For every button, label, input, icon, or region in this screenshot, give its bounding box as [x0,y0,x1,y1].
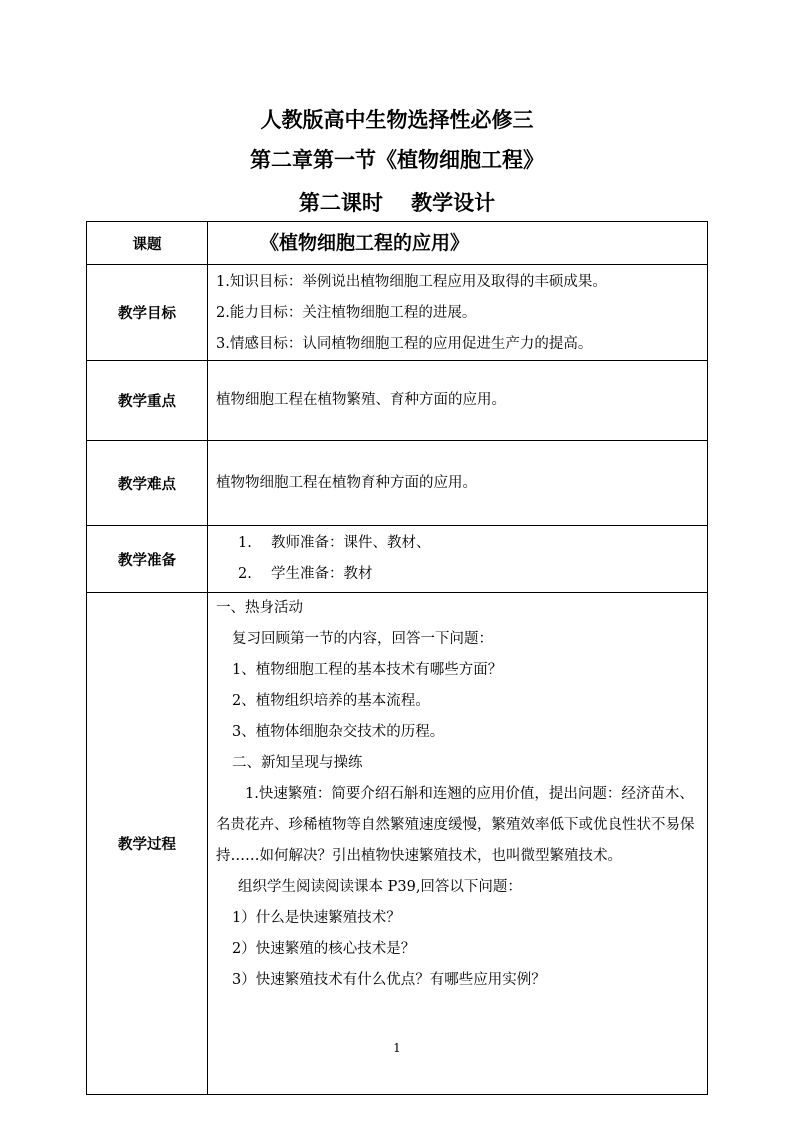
difficulties-row [87,441,708,526]
process-cell [208,593,708,1095]
objective-item: 1.知识目标：举例说出植物细胞工程应用及取得的丰硕成果。 [216,274,607,290]
key-points-value: 植物细胞工程在植物繁殖、育种方面的应用。 [216,392,506,408]
preparation-item [238,559,699,590]
document-title: 人教版高中生物选择性必修三 [260,108,534,132]
preparation-text: 教师准备：课件、教材、 [271,535,431,551]
preparation-label: 教学准备 [87,526,208,593]
preparation-row [87,526,708,593]
process-question: 3、植物体细胞杂交技术的历程。 [232,724,445,740]
process-section-heading: 一、热身活动 [216,600,303,616]
chapter-title: 第二章第一节《植物细胞工程》 [250,148,544,172]
topic-label: 课题 [87,222,208,265]
preparation-text: 学生准备：教材 [271,566,373,582]
difficulties-value: 植物物细胞工程在植物育种方面的应用。 [216,474,477,491]
process-row [87,593,708,1095]
process-question: 3）快速繁殖技术有什么优点？有哪些应用实例？ [232,972,546,988]
objectives-label: 教学目标 [87,265,208,361]
process-question: 1）什么是快速繁殖技术？ [232,910,401,926]
process-section-heading: 二、新知呈现与操练 [232,755,363,771]
key-points-cell [208,361,708,441]
preparation-cell [208,526,708,593]
process-question: 2、植物组织培养的基本流程。 [232,693,430,709]
process-paragraph: 1.快速繁殖：简要介绍石斛和连翘的应用价值，提出问题：经济苗木、名贵花卉、珍稀植物等自然繁殖速度缓慢，繁殖效率低下或优良性状不易保持……如何解决？引出植物快速繁殖技术，也叫微型繁殖技术。 [216,786,695,864]
topic-row [87,222,708,265]
process-line: 组织学生阅读阅读课本 P39,回答以下问题： [238,879,522,895]
topic-value: 《植物细胞工程的应用》 [260,232,470,254]
objective-item: 3.情感目标：认同植物细胞工程的应用促进生产力的提高。 [216,336,593,352]
preparation-number: 1. [238,535,252,551]
preparation-number: 2. [238,566,252,582]
preparation-item [238,528,699,559]
key-points-label: 教学重点 [87,361,208,441]
topic-cell [208,222,708,265]
lesson-plan-table [86,221,708,1095]
lesson-subtitle: 第二课时 教学设计 [298,191,496,215]
difficulties-label: 教学难点 [87,441,208,526]
objectives-row [87,265,708,361]
process-line: 复习回顾第一节的内容，回答一下问题： [232,631,493,647]
process-question: 1、植物细胞工程的基本技术有哪些方面？ [232,662,503,678]
page-number: 1 [393,1041,401,1055]
process-question: 2）快速繁殖的核心技术是？ [232,941,416,957]
difficulties-cell [208,441,708,526]
process-label: 教学过程 [87,593,208,1095]
objective-item: 2.能力目标：关注植物细胞工程的进展。 [216,305,477,321]
key-points-row [87,361,708,441]
objectives-cell [208,265,708,361]
